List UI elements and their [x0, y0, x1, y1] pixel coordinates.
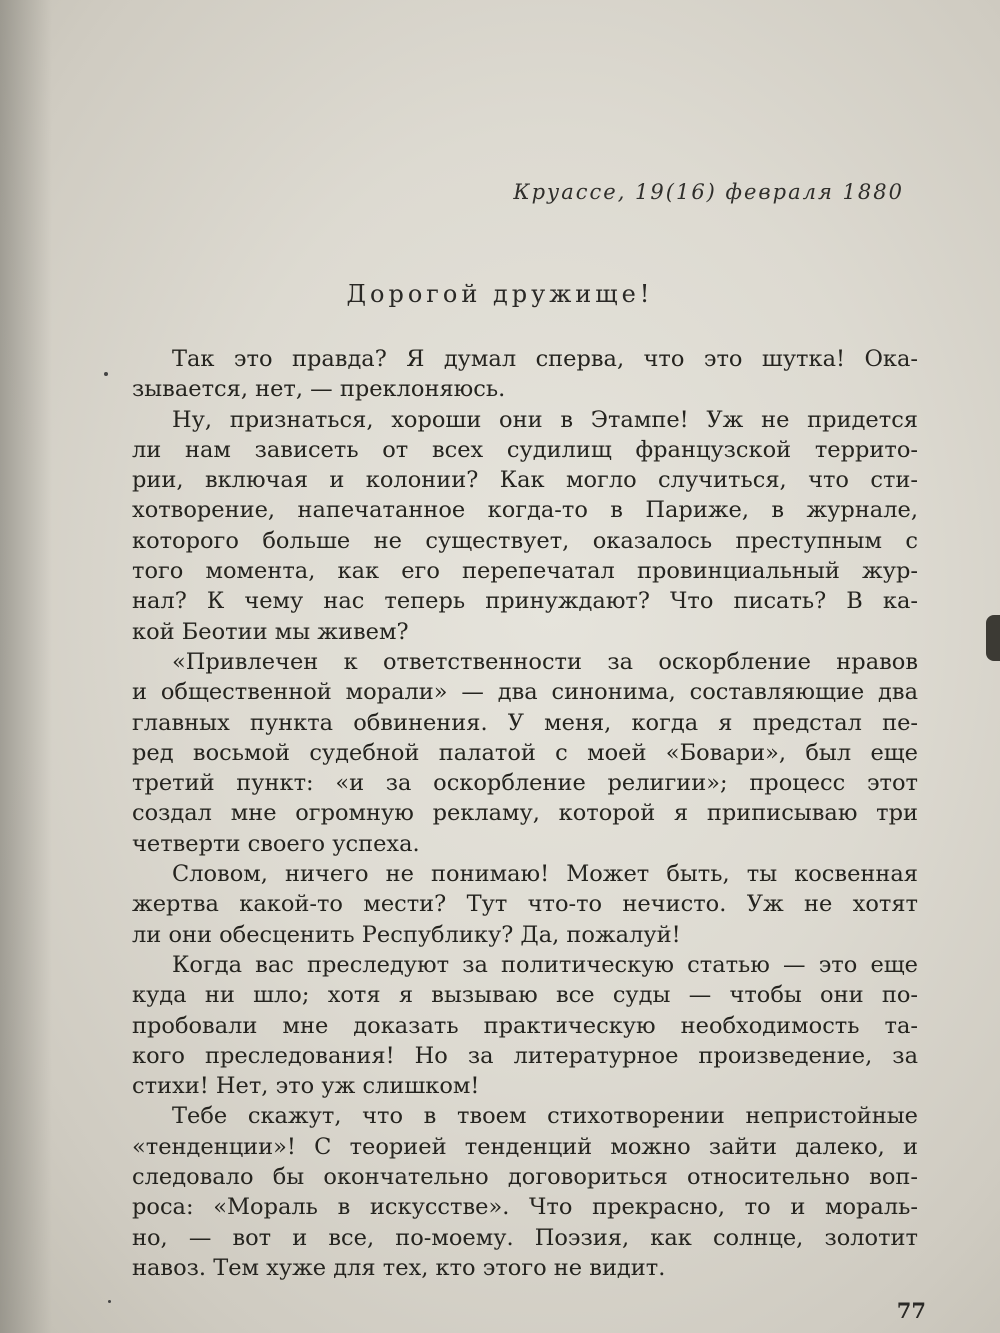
text-line: третий пункт: «и за оскорбление религии»; процесс этот [132, 770, 918, 797]
text-line: ли нам зависеть от всех судилищ французской террито- [132, 436, 918, 463]
text-line: «Привлечен к ответственности за оскорбление нравов [172, 648, 918, 675]
text-line: куда ни шло; хотя я вызываю все суды — чтобы они по- [132, 982, 918, 1009]
letter-salutation: Дорогой дружище! [346, 280, 654, 308]
text-line: которого больше не существует, оказалось преступным с [132, 527, 918, 554]
letter-body [132, 344, 918, 1283]
text-line: главных пункта обвинения. У меня, когда я предстал пе- [132, 709, 918, 736]
text-line: рии, включая и колонии? Как могло случиться, что сти- [132, 467, 918, 494]
ink-speck [108, 1300, 111, 1303]
letter-dateline: Круассе, 19(16) февраля 1880 [513, 180, 904, 204]
text-line: «тенденции»! С теорией тенденций можно зайти далеко, и [132, 1133, 918, 1160]
text-line: зывается, нет, — преклоняюсь. [132, 376, 506, 403]
text-line: кого преследования! Но за литературное произведение, за [132, 1042, 918, 1069]
text-line: Тебе скажут, что в твоем стихотворении непристойные [172, 1103, 918, 1130]
text-line: пробовали мне доказать практическую необходимость та- [132, 1012, 918, 1039]
text-line: Словом, ничего не понимаю! Может быть, ты косвенная [172, 861, 918, 888]
text-line: нал? К чему нас теперь принуждают? Что писать? В ка- [132, 588, 918, 615]
text-line: навоз. Тем хуже для тех, кто этого не видит. [132, 1254, 666, 1281]
ink-speck [104, 372, 108, 376]
page-edge-tab [986, 615, 1000, 661]
text-line: кой Беотии мы живем? [132, 618, 409, 645]
text-line: роса: «Мораль в искусстве». Что прекрасно, то и мораль- [132, 1194, 918, 1221]
text-line: хотворение, напечатанное когда-то в Париже, в журнале, [132, 497, 918, 524]
book-spine-shadow [0, 0, 52, 1333]
text-line: Ну, признаться, хороши они в Этампе! Уж не придется [172, 406, 918, 433]
text-line: Так это правда? Я думал сперва, что это шутка! Ока- [172, 346, 918, 372]
text-line: четверти своего успеха. [132, 830, 420, 857]
text-line: следовало бы окончательно договориться относительно воп- [132, 1164, 918, 1191]
text-line: создал мне огромную рекламу, которой я приписываю три [132, 800, 918, 827]
text-line: и общественной морали» — два синонима, составляющие два [132, 679, 918, 706]
text-line: ред восьмой судебной палатой с моей «Бовари», был еще [132, 739, 918, 766]
text-line: того момента, как его перепечатал провинциальный жур- [132, 558, 918, 585]
text-line: ли они обесценить Республику? Да, пожалуй! [132, 921, 681, 948]
text-line: Когда вас преследуют за политическую статью — это еще [172, 951, 918, 978]
text-line: стихи! Нет, это уж слишком! [132, 1073, 480, 1100]
page-number: 77 [896, 1298, 926, 1323]
text-line: жертва какой-то мести? Тут что-то нечисто. Уж не хотят [132, 891, 918, 918]
text-line: но, — вот и все, по-моему. Поэзия, как солнце, золотит [132, 1224, 918, 1251]
